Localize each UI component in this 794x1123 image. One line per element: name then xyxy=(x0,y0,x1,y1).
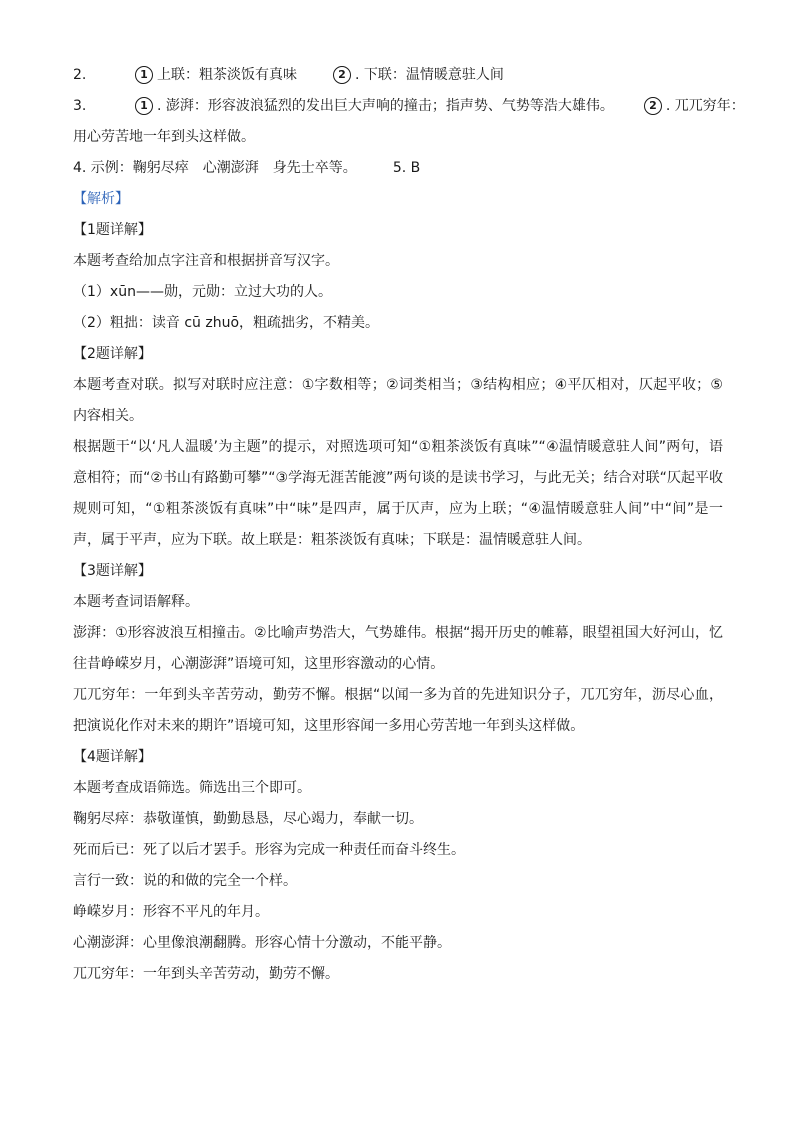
section-3-paragraph-1: 澎湃：①形容波浪互相撞击。②比喻声势浩大，气势雄伟。根据“揭开历史的帷幕，眼望祖国大好河山，忆往昔峥嵘岁月，心潮澎湃”语境可知，这里形容激动的心情。 xyxy=(73,625,723,672)
question-number: 3. xyxy=(73,98,87,114)
idiom-definition: 兀兀穷年：一年到头辛苦劳动，勤劳不懈。 xyxy=(73,966,339,982)
section-1-item-1: （1）xūn——勋，元勋：立过大功的人。 xyxy=(73,284,332,300)
section-heading-2: 【2题详解】 xyxy=(73,346,152,362)
section-heading-1: 【1题详解】 xyxy=(73,222,152,238)
answer-text: . 澎湃：形容波浪猛烈的发出巨大声响的撞击；指声势、气势等浩大雄伟。 xyxy=(157,98,614,114)
answer-q3 xyxy=(73,91,745,122)
answer-q5: 5. B xyxy=(392,160,421,176)
section-2-intro: 本题考查对联。拟写对联时应注意：①字数相等；②词类相当；③结构相应；④平仄相对，仄起平收；⑤内容相关。 xyxy=(73,377,723,424)
idiom-definition: 死而后已：死了以后才罢手。形容为完成一种责任而奋斗终生。 xyxy=(73,842,465,858)
answer-q3-continued: 用心劳苦地一年到头这样做。 xyxy=(73,129,255,145)
section-heading-3: 【3题详解】 xyxy=(73,563,152,579)
circled-number-one: 1 xyxy=(135,66,153,84)
answer-text: . 兀兀穷年： xyxy=(665,98,745,114)
answer-q4: 4. 示例：鞠躬尽瘁 心潮澎湃 身先士卒等。 xyxy=(73,160,357,176)
circled-number-two: 2 xyxy=(644,97,662,115)
idiom-definition: 峥嵘岁月：形容不平凡的年月。 xyxy=(73,904,269,920)
section-4-intro: 本题考查成语筛选。筛选出三个即可。 xyxy=(73,780,311,796)
answer-q2 xyxy=(73,60,723,91)
circled-number-one: 1 xyxy=(135,97,153,115)
idiom-definition: 言行一致：说的和做的完全一个样。 xyxy=(73,873,297,889)
section-1-item-2: （2）粗拙：读音 cū zhuō，粗疏拙劣，不精美。 xyxy=(73,315,380,331)
idiom-definition: 心潮澎湃：心里像浪潮翻腾。形容心情十分激动，不能平静。 xyxy=(73,935,451,951)
analysis-heading: 【解析】 xyxy=(73,191,129,207)
answer-text: . 下联：温情暖意驻人间 xyxy=(355,67,504,83)
section-3-paragraph-2: 兀兀穷年：一年到头辛苦劳动，勤劳不懈。根据“以闻一多为首的先进知识分子，兀兀穷年，沥尽心血，把演说化作对未来的期许”语境可知，这里形容闻一多用心劳苦地一年到头这样做。 xyxy=(73,687,723,734)
section-2-paragraph: 根据题干“以‘凡人温暖’为主题”的提示，对照选项可知“①粗茶淡饭有真味”“④温情暖意驻人间”两句，语意相符；而“②书山有路勤可攀”“③学海无涯苦能渡”两句谈的是读书学习，与此无关；结合对联“仄起平收规则可知，“①粗茶淡饭有真味”中“味”是四声，属于仄声，应为上联；“④温情暖意驻人间”中“间”是一声，属于平声，应为下联。故上联是：粗茶淡饭有真味；下联是：温情暖意驻人间。 xyxy=(73,439,723,548)
section-1-intro: 本题考查给加点字注音和根据拼音写汉字。 xyxy=(73,253,339,269)
answer-q4-q5 xyxy=(73,153,723,184)
answer-text: 上联：粗茶淡饭有真味 xyxy=(157,67,297,83)
idiom-definition: 鞠躬尽瘁：恭敬谨慎，勤勤恳恳，尽心竭力，奉献一切。 xyxy=(73,811,423,827)
section-3-intro: 本题考查词语解释。 xyxy=(73,594,199,610)
section-heading-4: 【4题详解】 xyxy=(73,749,152,765)
question-number: 2. xyxy=(73,67,87,83)
document-page xyxy=(73,60,745,990)
circled-number-two: 2 xyxy=(333,66,351,84)
